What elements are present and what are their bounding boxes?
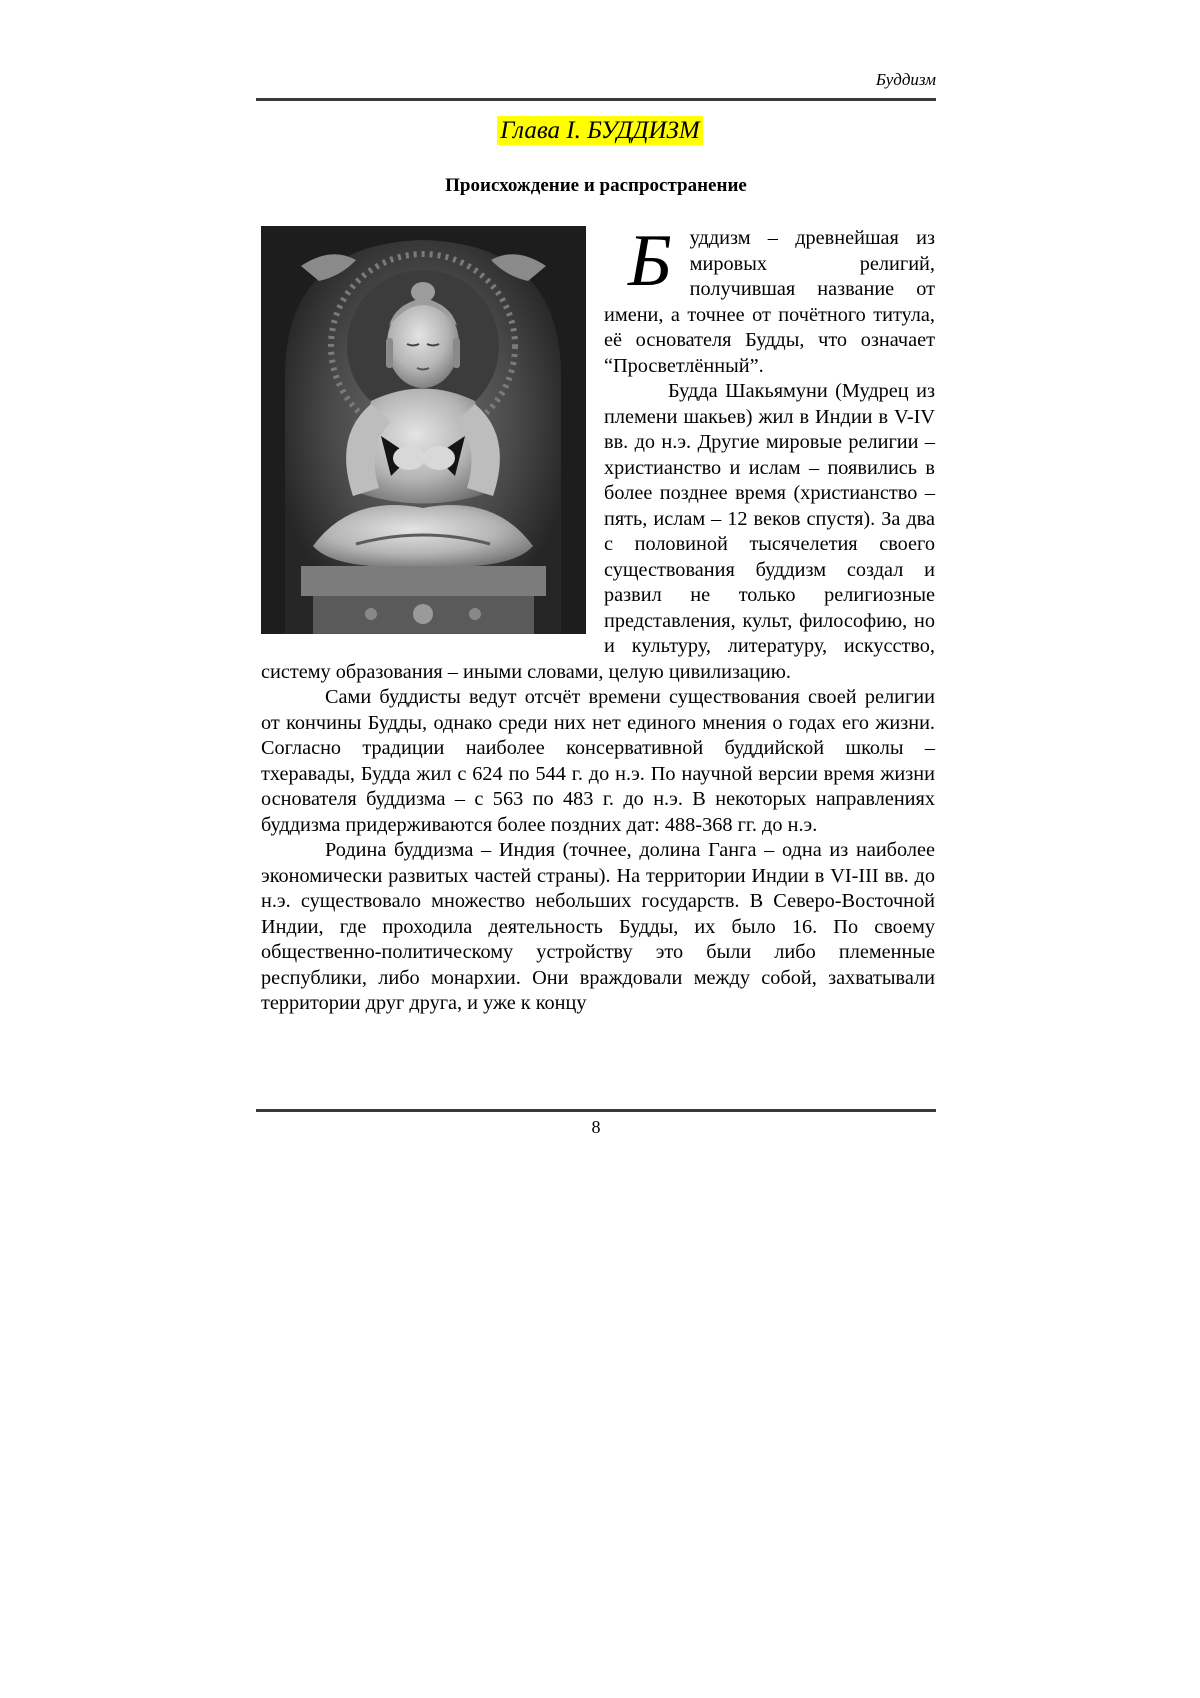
paragraph-2: Будда Шакьямуни (Мудрец из племени шакьев) жил в Индии в V-IV вв. до н.э. Другие мировые религии – христианство и ислам – появились в более позднее время (христианство – пять, ислам – 12 веков спустя). За два с половиной тысячелетия своего существования буддизм создал и развил не только религиозные представления, культ, философию, но и культуру, литературу, искусство, систему образования – иными словами, целую цивилизацию. <box>261 380 935 683</box>
drop-cap: Б <box>628 220 672 302</box>
chapter-title: Глава I. БУДДИЗМ <box>497 116 703 145</box>
paragraph-3: Сами буддисты ведут отсчёт времени существования своей религии от кончины Будды, однако среди них нет единого мнения о годах его жизни. Согласно традиции наиболее консервативной буддийской школы – тхеравады, Будда жил с 624 по 544 г. до н.э. По научной версии время жизни основателя буддизма – с 563 по 483 г. до н.э. В некоторых направлениях буддизма придерживаются более поздних дат: 488-368 гг. до н.э. <box>261 686 935 836</box>
footer-rule <box>256 1109 936 1112</box>
paragraph-1-text: уддизм – древнейшая из мировых религий, получившая название от имени, а точнее от почётного титула, её основателя Будды, что означает “Просветлённый”. <box>604 227 935 377</box>
buddha-statue-image <box>261 226 586 634</box>
header-rule <box>256 98 936 101</box>
section-title: Происхождение и распространение <box>445 175 747 196</box>
running-header: Буддизм <box>875 70 936 89</box>
paragraph-4: Родина буддизма – Индия (точнее, долина Ганга – одна из наиболее экономически развитых частей страны). На территории Индии в VI-III вв. до н.э. существовало множество небольших государств. В Северо-Восточной Индии, где проходила деятельность Будды, их было 16. По своему общественно-политическому устройству это были либо племенные республики, либо монархии. Они враждовали между собой, захватывали территории друг друга, и уже к концу <box>261 839 935 1014</box>
body-text <box>261 220 935 1017</box>
chapter-title-container <box>0 116 1200 146</box>
page-number: 8 <box>591 1117 601 1137</box>
buddha-statue-illustration <box>261 226 586 634</box>
